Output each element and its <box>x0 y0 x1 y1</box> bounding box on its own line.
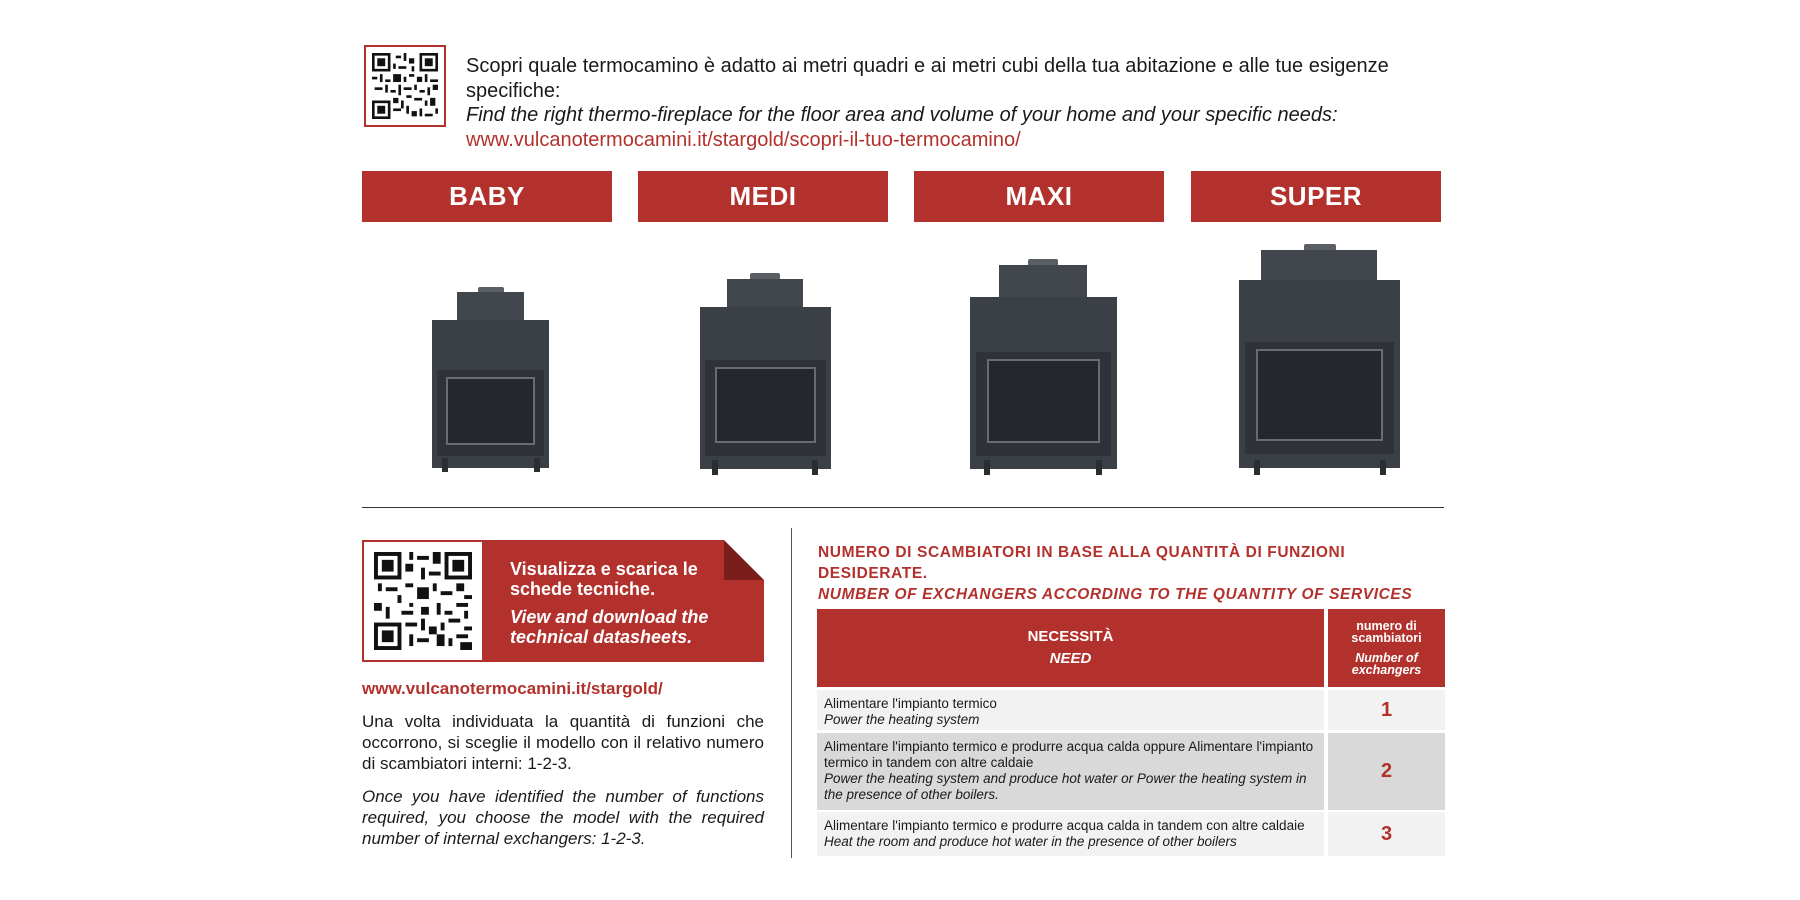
need-english: Power the heating system and produce hot water or Power the heating system in the presence of other boilers. <box>824 771 1307 802</box>
model-header-medi: MEDI <box>638 171 888 222</box>
table-row <box>817 733 1445 810</box>
header-number-italian-2: scambiatori <box>1351 631 1422 645</box>
datasheets-url-link[interactable]: www.vulcanotermocamini.it/stargold/ <box>362 679 663 698</box>
qr-code-datasheets[interactable] <box>364 542 482 660</box>
exchangers-table <box>817 609 1445 856</box>
column-divider <box>791 528 792 858</box>
column-header-need <box>817 609 1324 687</box>
header-need-english: NEED <box>1049 650 1092 667</box>
intro-text <box>466 54 1466 152</box>
exchanger-count: 2 <box>1328 733 1445 810</box>
table-row <box>817 812 1445 856</box>
model-header-baby: BABY <box>362 171 612 222</box>
column-header-number <box>1328 609 1445 687</box>
exchanger-count: 3 <box>1328 812 1445 856</box>
intro-line-italian: Scopri quale termocamino è adatto ai metri quadri e ai metri cubi della tua abitazione e alle tue esigenze specifiche: <box>466 55 1389 102</box>
datasheets-title-italian: Visualizza e scarica le schede tecniche. <box>510 559 698 599</box>
need-italian: Alimentare l'impianto termico <box>824 696 997 711</box>
table-row <box>817 690 1445 730</box>
need-cell <box>817 812 1324 856</box>
header-number-italian-1: numero di <box>1356 619 1417 633</box>
header-number-english-1: Number of <box>1355 651 1418 665</box>
qr-code-find-fireplace[interactable] <box>364 45 446 127</box>
datasheets-title-english: View and download the technical datasheets. <box>510 607 709 647</box>
model-header-maxi: MAXI <box>914 171 1164 222</box>
intro-url-link[interactable]: www.vulcanotermocamini.it/stargold/scopri-il-tuo-termocamino/ <box>466 128 1021 151</box>
fireplace-image-maxi <box>962 256 1122 477</box>
exchangers-title-italian: NUMERO DI SCAMBIATORI IN BASE ALLA QUANTITÀ DI FUNZIONI DESIDERATE. <box>818 544 1346 582</box>
header-number-english-2: exchangers <box>1351 663 1422 677</box>
qr-code-icon <box>374 552 472 650</box>
paragraph-italian: Una volta individuata la quantità di funzioni che occorrono, si sceglie il modello con il relativo numero di scambiatori interni: 1-2-3. <box>362 712 764 773</box>
paragraph-english: Once you have identified the number of functions required, you choose the model with the required number of internal exchangers: 1-2-3. <box>362 787 764 848</box>
exchanger-count: 1 <box>1328 690 1445 730</box>
datasheets-banner-text <box>510 559 730 647</box>
fireplace-image-super <box>1234 242 1404 477</box>
need-cell <box>817 733 1324 810</box>
section-divider <box>362 507 1444 508</box>
banner-folded-corner <box>724 540 764 580</box>
fireplace-image-baby <box>420 282 550 477</box>
need-italian: Alimentare l'impianto termico e produrre acqua calda oppure Alimentare l'impianto termico in tandem con altre caldaie <box>824 739 1314 770</box>
need-cell <box>817 690 1324 730</box>
fireplace-image-medi <box>690 270 835 477</box>
header-need-italian: NECESSITÀ <box>1027 628 1114 645</box>
need-english: Power the heating system <box>824 712 980 727</box>
need-english: Heat the room and produce hot water in the presence of other boilers <box>824 834 1237 849</box>
intro-line-english: Find the right thermo-fireplace for the floor area and volume of your home and your specific needs: <box>466 104 1338 126</box>
model-header-super: SUPER <box>1191 171 1441 222</box>
qr-code-icon <box>372 53 438 119</box>
table-header <box>817 609 1445 687</box>
exchangers-title-english: NUMBER OF EXCHANGERS ACCORDING TO THE QUANTITY OF SERVICES <box>818 586 1413 603</box>
need-italian: Alimentare l'impianto termico e produrre acqua calda in tandem con altre caldaie <box>824 818 1305 833</box>
